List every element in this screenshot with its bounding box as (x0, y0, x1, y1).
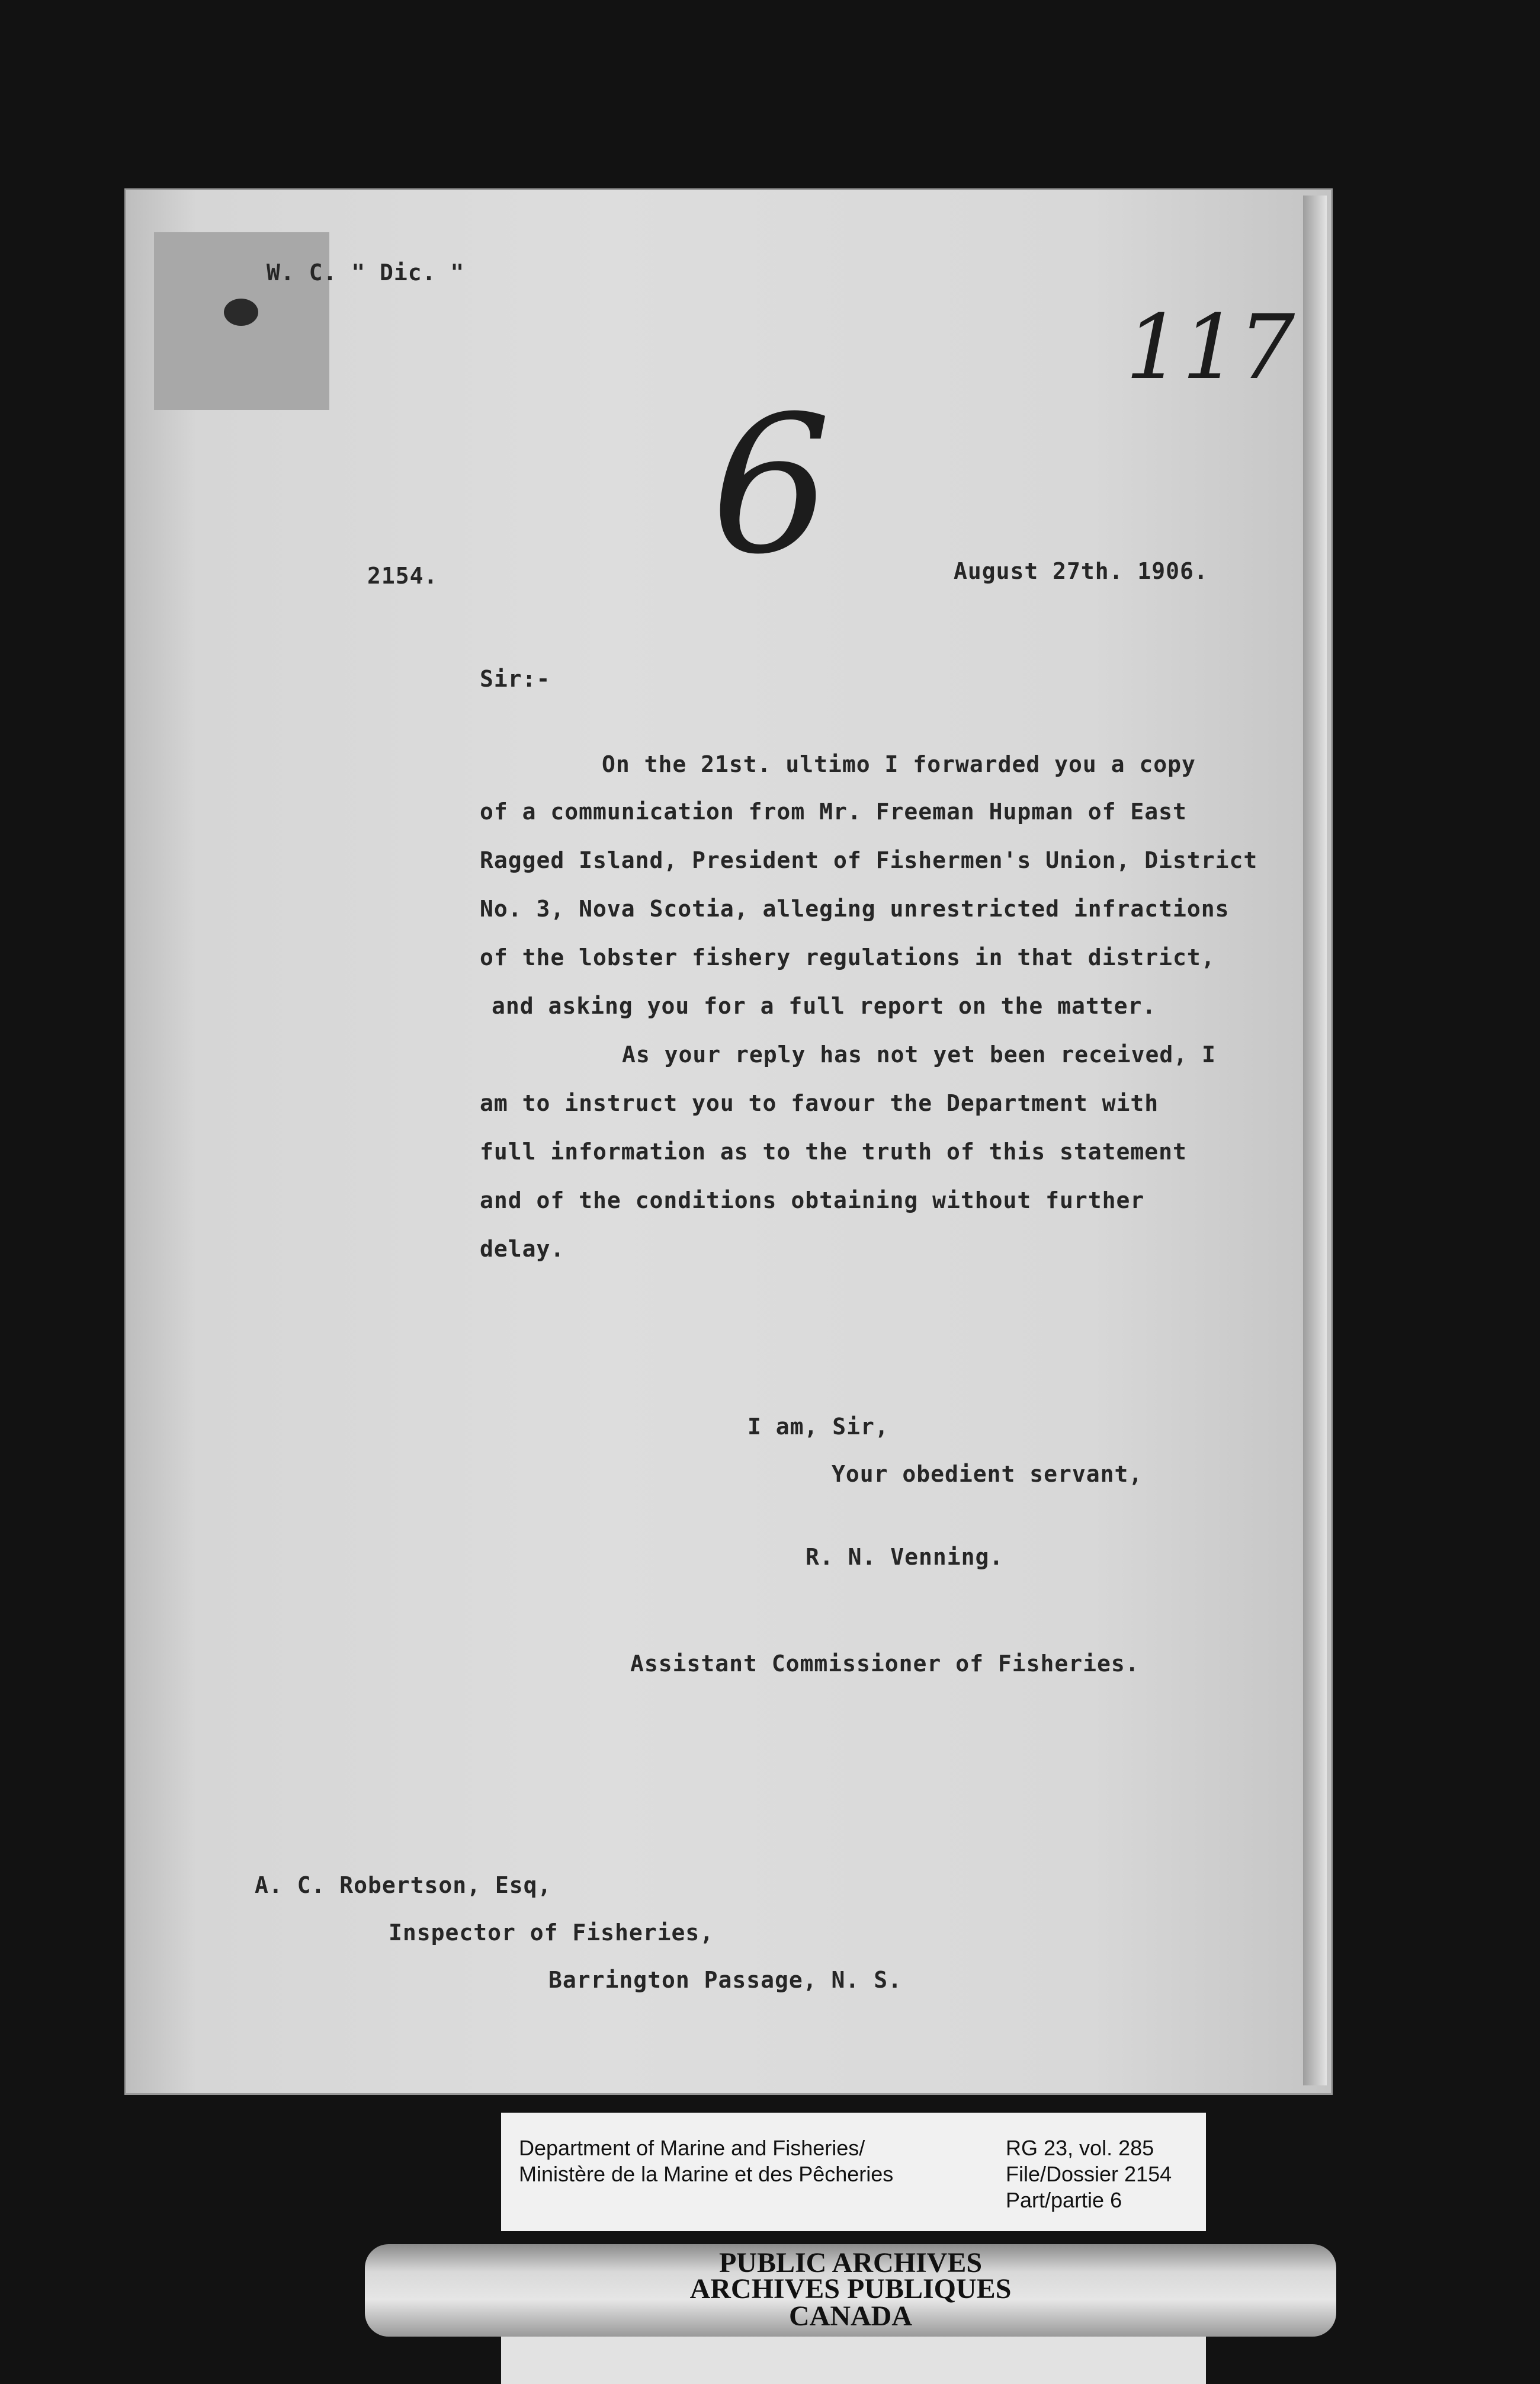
recipient-address: Barrington Passage, N. S. (548, 1967, 902, 1993)
department-fr: Ministère de la Marine et des Pêcheries (519, 2162, 894, 2186)
body-line: of the lobster fishery regulations in that district, (480, 944, 1215, 970)
body-line: of a communication from Mr. Freeman Hupman of East (480, 799, 1187, 825)
signature: R. N. Venning. (806, 1544, 1004, 1570)
signatory-title: Assistant Commissioner of Fisheries. (630, 1651, 1140, 1677)
body-line: delay. (480, 1236, 565, 1262)
closing-line: I am, Sir, (747, 1414, 889, 1440)
body-line: full information as to the truth of this statement (480, 1139, 1187, 1165)
reference-number: 2154. (367, 563, 438, 589)
archive-label (501, 2113, 1206, 2231)
recipient-title: Inspector of Fisheries, (389, 1920, 714, 1946)
stamp-line: CANADA (789, 2300, 912, 2332)
header-initials: W. C. " Dic. " (267, 259, 465, 286)
salutation: Sir:- (480, 666, 551, 692)
stamp-line: ARCHIVES PUBLIQUES (689, 2273, 1012, 2305)
handwritten-file-number: 117 (1125, 296, 1295, 399)
body-line: and asking you for a full report on the matter. (492, 993, 1157, 1019)
part-reference: Part/partie 6 (1006, 2188, 1122, 2212)
department-en: Department of Marine and Fisheries/ (519, 2136, 865, 2160)
recipient-name: A. C. Robertson, Esq, (255, 1872, 552, 1898)
stamp-base (501, 2337, 1206, 2384)
body-line: On the 21st. ultimo I forwarded you a copy (602, 751, 1196, 777)
closing-line: Your obedient servant, (832, 1461, 1143, 1487)
body-line: No. 3, Nova Scotia, alleging unrestricted infractions (480, 896, 1230, 922)
letter-date: August 27th. 1906. (954, 558, 1208, 584)
body-line: and of the conditions obtaining without further (480, 1187, 1145, 1213)
handwritten-part-number: 6 (711, 376, 832, 596)
body-line: Ragged Island, President of Fishermen's Union, District (480, 847, 1258, 873)
sheet-edge (1303, 196, 1327, 2085)
file-reference: File/Dossier 2154 (1006, 2162, 1172, 2186)
archive-stamp (365, 2244, 1336, 2337)
stamp-line: PUBLIC ARCHIVES (718, 2247, 983, 2279)
body-line: As your reply has not yet been received, I (622, 1042, 1216, 1068)
body-line: am to instruct you to favour the Department with (480, 1090, 1159, 1116)
record-group: RG 23, vol. 285 (1006, 2136, 1154, 2160)
punch-hole (224, 299, 258, 326)
